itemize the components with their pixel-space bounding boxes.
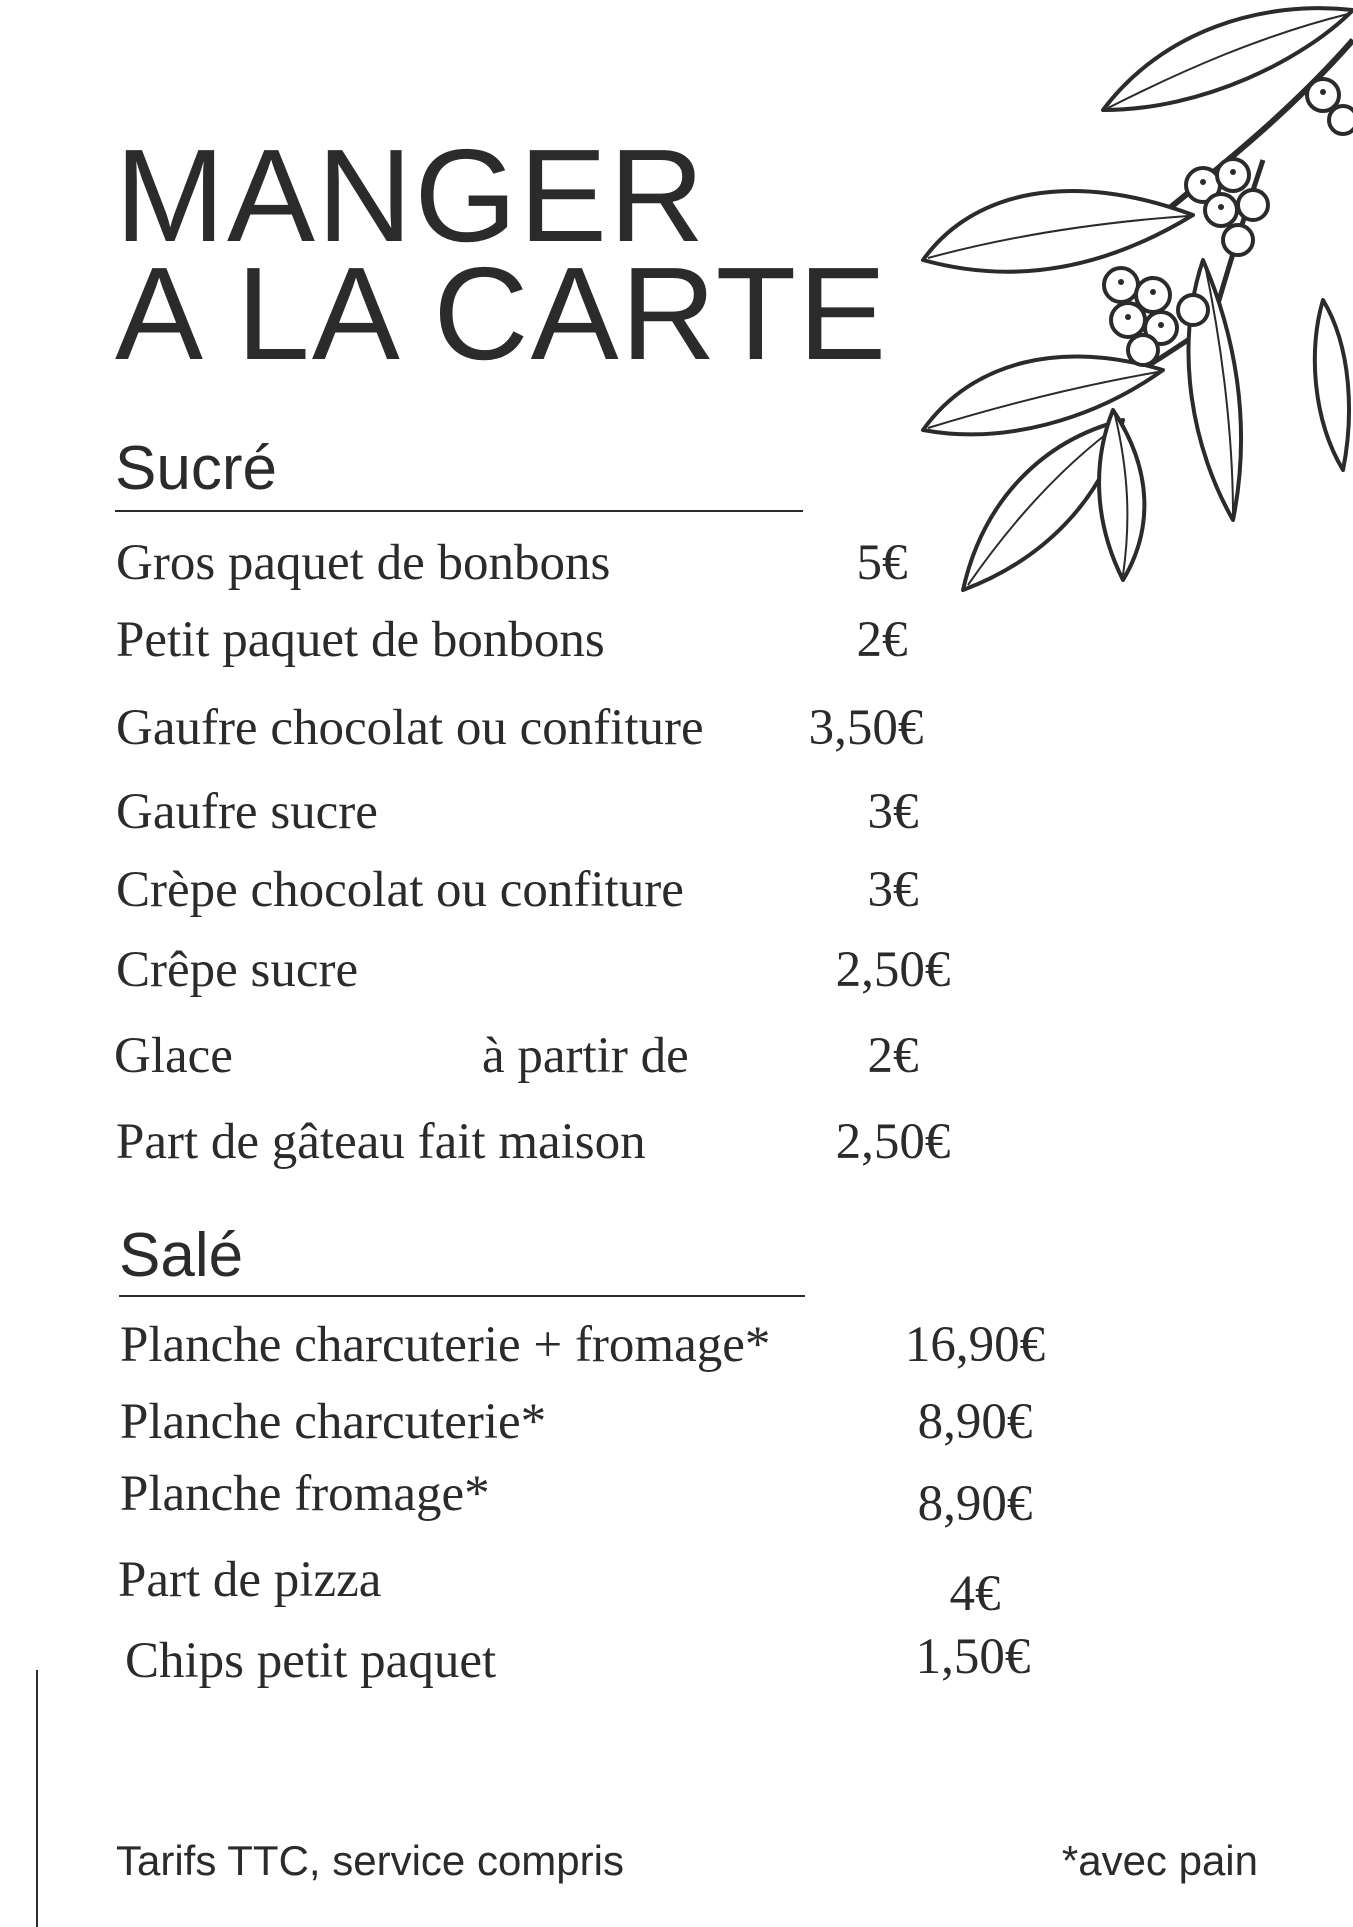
menu-item-name: Part de gâteau fait maison	[116, 1114, 646, 1170]
menu-item	[0, 535, 1353, 595]
menu-item-price: 5€	[856, 535, 908, 591]
menu-item	[0, 862, 1353, 922]
menu-item-name: Gaufre sucre	[116, 784, 378, 840]
margin-line	[36, 1670, 38, 1927]
menu-item	[0, 1028, 1353, 1088]
page-title-line-1: MANGER	[115, 122, 707, 269]
menu-item-price: 2,50€	[835, 1114, 951, 1170]
page-title-line-2: A LA CARTE	[115, 240, 889, 387]
menu-item-name: Petit paquet de bonbons	[116, 612, 605, 668]
section-divider-sale	[119, 1295, 805, 1297]
menu-item	[0, 1466, 1353, 1532]
menu-item	[0, 1317, 1353, 1377]
menu-item	[0, 700, 1353, 760]
menu-item	[0, 942, 1353, 1002]
menu-item-name: Planche charcuterie*	[120, 1394, 547, 1450]
menu-item-price: 3,50€	[808, 700, 924, 756]
menu-item-name: Crèpe chocolat ou confiture	[116, 862, 684, 918]
menu-item-name: Crêpe sucre	[116, 942, 359, 998]
footer-bread-note: *avec pain	[1061, 1837, 1258, 1884]
menu-item-name: Gaufre chocolat ou confiture	[116, 700, 704, 756]
menu-item-note: à partir de	[482, 1028, 689, 1084]
section-heading-sucre: Sucré	[115, 434, 277, 503]
section-divider-sucre	[115, 510, 803, 512]
menu-item	[0, 1114, 1353, 1174]
menu-item-name: Glace	[114, 1028, 233, 1084]
menu-item-price: 8,90€	[917, 1476, 1033, 1532]
menu-item-price: 2,50€	[835, 942, 951, 998]
menu-item-price: 2€	[856, 612, 908, 668]
menu-item	[0, 1552, 1353, 1622]
coffee-branch-illustration	[903, 0, 1353, 600]
menu-item-name: Planche fromage*	[120, 1466, 490, 1522]
menu-item-price: 1,50€	[915, 1629, 1031, 1685]
menu-item-name: Chips petit paquet	[125, 1633, 497, 1689]
menu-item-name: Part de pizza	[118, 1552, 382, 1608]
footer-tax-note: Tarifs TTC, service compris	[116, 1837, 624, 1884]
menu-item	[0, 1629, 1353, 1693]
menu-item	[0, 784, 1353, 844]
menu-item-price: 3€	[867, 862, 919, 918]
menu-item-name: Planche charcuterie + fromage*	[120, 1317, 771, 1373]
menu-item-price: 3€	[867, 784, 919, 840]
menu-item-price: 4€	[949, 1566, 1001, 1622]
menu-item-name: Gros paquet de bonbons	[116, 535, 611, 591]
menu-item	[0, 1394, 1353, 1454]
menu-item	[0, 612, 1353, 672]
menu-item-price: 8,90€	[917, 1394, 1033, 1450]
menu-item-price: 2€	[867, 1028, 919, 1084]
menu-item-price: 16,90€	[904, 1317, 1046, 1373]
section-heading-sale: Salé	[119, 1221, 244, 1290]
